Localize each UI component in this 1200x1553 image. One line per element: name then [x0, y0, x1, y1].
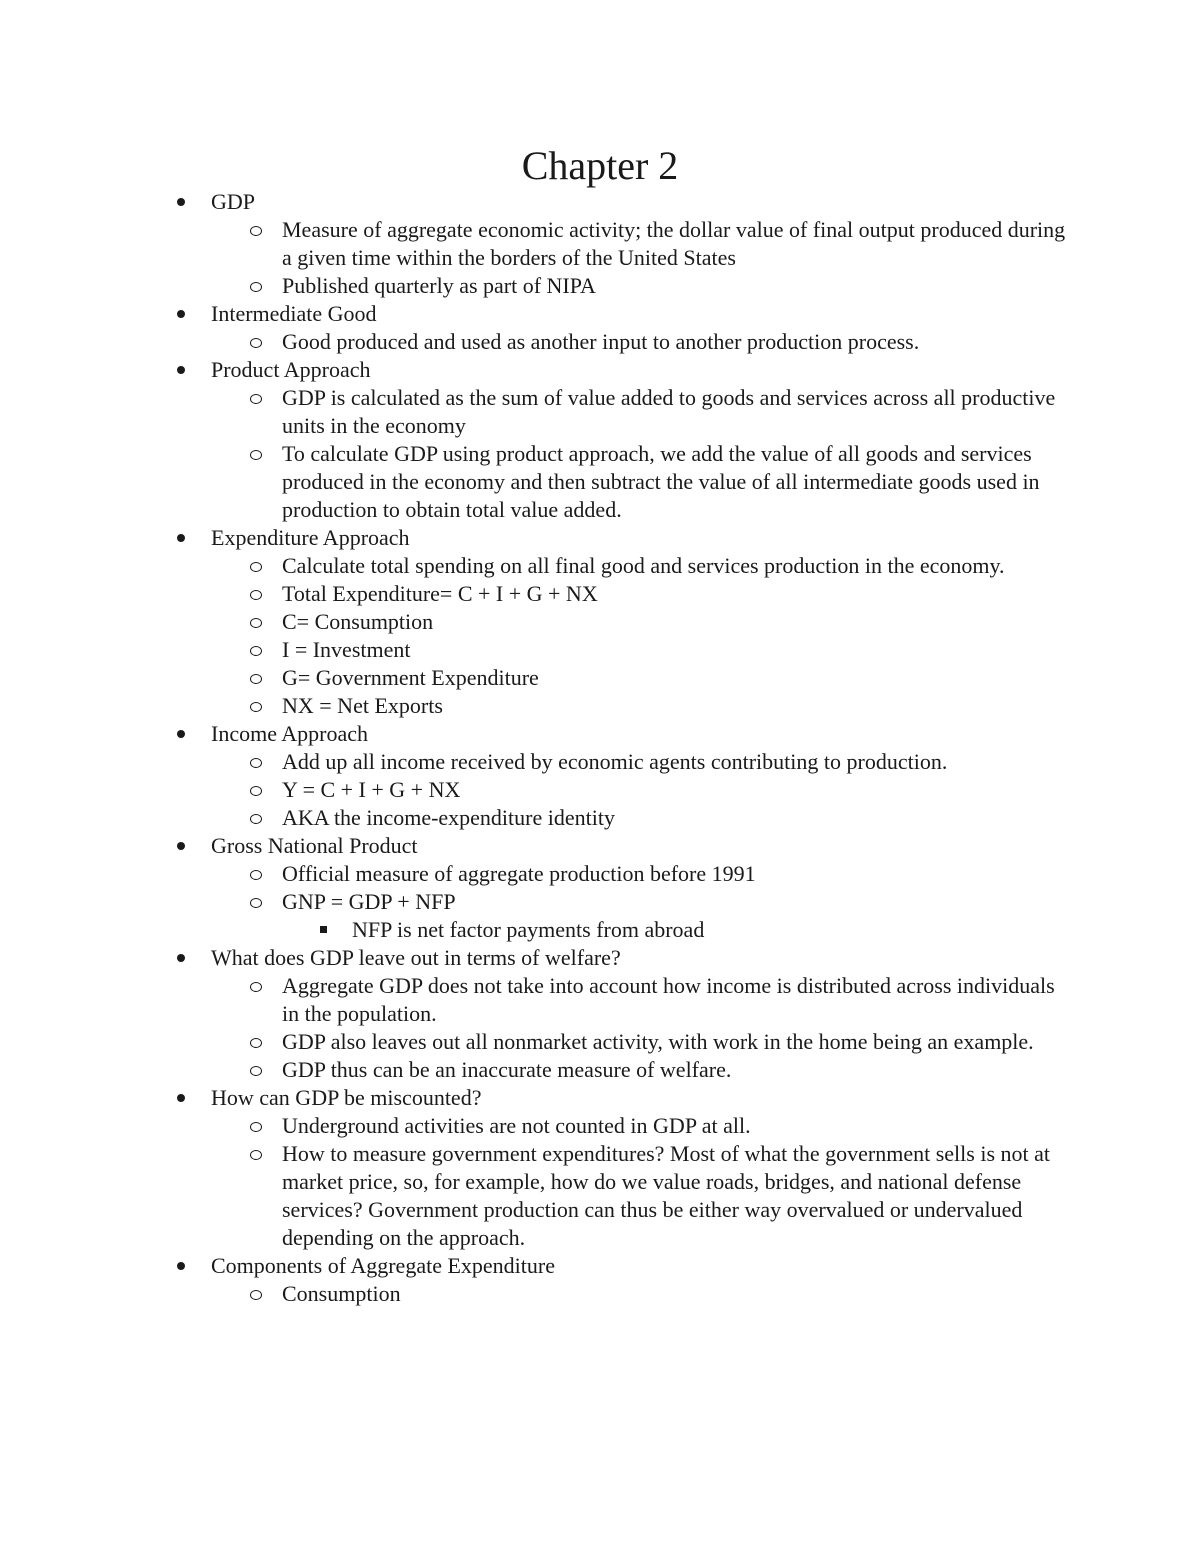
outline-item-level-2	[0, 608, 1072, 636]
outline-item-text: Gross National Product	[211, 833, 418, 858]
bullet-square-icon	[313, 916, 333, 944]
bullet-circle-icon	[246, 1056, 266, 1084]
bullet-circle-icon	[246, 692, 266, 720]
outline-item-level-1	[0, 944, 1071, 972]
outline-item-text: Product Approach	[211, 357, 371, 382]
outline-item-level-3	[0, 916, 1072, 944]
bullet-dot-icon	[171, 720, 191, 748]
bullet-dot-icon	[171, 188, 191, 216]
bullet-circle-icon	[246, 384, 266, 412]
outline-item-text: GNP = GDP + NFP	[282, 889, 456, 914]
outline-item-text: NX = Net Exports	[282, 693, 443, 718]
outline-item-text: Calculate total spending on all final good and services production in the economy.	[282, 553, 1005, 578]
bullet-dot-icon	[171, 944, 191, 972]
outline-item-text: Add up all income received by economic agents contributing to production.	[282, 749, 948, 774]
bullet-circle-icon	[246, 272, 266, 300]
outline-item-level-2	[0, 1112, 1072, 1140]
bullet-circle-icon	[246, 888, 266, 916]
bullet-dot-icon	[171, 300, 191, 328]
outline-item-level-2	[0, 440, 1072, 524]
outline-item-level-2	[0, 384, 1072, 440]
bullet-circle-icon	[246, 608, 266, 636]
outline-item-text: Components of Aggregate Expenditure	[211, 1253, 555, 1278]
outline-item-text: Consumption	[282, 1281, 401, 1306]
outline-item-text: How can GDP be miscounted?	[211, 1085, 482, 1110]
outline-item-level-2	[0, 552, 1072, 580]
bullet-dot-icon	[171, 524, 191, 552]
outline-item-text: Aggregate GDP does not take into account how income is distributed across individuals in the population.	[282, 973, 1055, 1026]
outline-list	[0, 188, 1200, 1308]
bullet-circle-icon	[246, 748, 266, 776]
page-title: Chapter 2	[521, 143, 679, 188]
outline-item-level-2	[0, 860, 1072, 888]
outline-item-level-2	[0, 776, 1072, 804]
bullet-circle-icon	[246, 1280, 266, 1308]
outline-item-level-2	[0, 1056, 1072, 1084]
outline-item-text: NFP is net factor payments from abroad	[352, 917, 705, 942]
outline-item-level-1	[0, 832, 1071, 860]
outline-item-text: C= Consumption	[282, 609, 434, 634]
bullet-circle-icon	[246, 552, 266, 580]
outline-item-text: Intermediate Good	[211, 301, 377, 326]
outline-item-text: G= Government Expenditure	[282, 665, 539, 690]
outline-item-level-2	[0, 1140, 1072, 1252]
outline-item-text: Official measure of aggregate production before 1991	[282, 861, 756, 886]
bullet-dot-icon	[171, 356, 191, 384]
outline-item-level-2	[0, 664, 1072, 692]
bullet-dot-icon	[171, 1084, 191, 1112]
outline-item-level-2	[0, 328, 1072, 356]
outline-item-level-2	[0, 272, 1072, 300]
outline-item-level-1	[0, 1252, 1071, 1280]
outline-item-text: Good produced and used as another input to another production process.	[282, 329, 920, 354]
outline-item-text: I = Investment	[282, 637, 411, 662]
outline-item-level-2	[0, 216, 1072, 272]
bullet-circle-icon	[246, 216, 266, 244]
bullet-circle-icon	[246, 1112, 266, 1140]
outline-item-text: Income Approach	[211, 721, 368, 746]
outline-item-text: AKA the income-expenditure identity	[282, 805, 615, 830]
outline-item-text: GDP is calculated as the sum of value added to goods and services across all productive units in the economy	[282, 385, 1056, 438]
outline-item-level-1	[0, 300, 1071, 328]
outline-item-text: Y = C + I + G + NX	[282, 777, 461, 802]
outline-item-text: What does GDP leave out in terms of welfare?	[211, 945, 621, 970]
bullet-circle-icon	[246, 804, 266, 832]
outline-item-level-2	[0, 692, 1072, 720]
outline-item-level-2	[0, 748, 1072, 776]
outline-item-level-2	[0, 804, 1072, 832]
outline-item-text: Underground activities are not counted in GDP at all.	[282, 1113, 751, 1138]
outline-item-text: GDP thus can be an inaccurate measure of welfare.	[282, 1057, 732, 1082]
outline-item-text: Measure of aggregate economic activity; the dollar value of final output produced during a given time within the borders of the United States	[282, 217, 1066, 270]
bullet-circle-icon	[246, 1028, 266, 1056]
bullet-circle-icon	[246, 776, 266, 804]
outline-item-level-1	[0, 1084, 1071, 1112]
outline-item-level-2	[0, 580, 1072, 608]
outline-item-text: To calculate GDP using product approach, we add the value of all goods and services produced in the economy and then subtract the value of all intermediate goods used in production to obtain total value added.	[282, 441, 1040, 522]
outline-item-level-1	[0, 720, 1071, 748]
bullet-dot-icon	[171, 1252, 191, 1280]
outline-item-text: Total Expenditure= C + I + G + NX	[282, 581, 598, 606]
bullet-circle-icon	[246, 1140, 266, 1168]
outline-item-level-2	[0, 636, 1072, 664]
outline-item-level-1	[0, 524, 1071, 552]
outline-item-text: How to measure government expenditures? Most of what the government sells is not at market price, so, for example, how do we value roads, bridges, and national defense services? Government production can thus be either way overvalued or undervalued depending on the approach.	[282, 1141, 1050, 1250]
outline-item-level-1	[0, 356, 1071, 384]
outline-item-text: GDP also leaves out all nonmarket activity, with work in the home being an example.	[282, 1029, 1034, 1054]
outline-item-text: GDP	[211, 189, 256, 214]
outline-item-level-2	[0, 972, 1072, 1028]
bullet-circle-icon	[246, 636, 266, 664]
bullet-circle-icon	[246, 860, 266, 888]
bullet-circle-icon	[246, 972, 266, 1000]
bullet-circle-icon	[246, 440, 266, 468]
outline-item-text: Published quarterly as part of NIPA	[282, 273, 596, 298]
bullet-dot-icon	[171, 832, 191, 860]
outline-item-level-2	[0, 1028, 1072, 1056]
bullet-circle-icon	[246, 328, 266, 356]
outline-item-level-1	[0, 188, 1071, 216]
bullet-circle-icon	[246, 580, 266, 608]
outline-item-text: Expenditure Approach	[211, 525, 410, 550]
outline-item-level-2	[0, 1280, 1072, 1308]
bullet-circle-icon	[246, 664, 266, 692]
outline-item-level-2	[0, 888, 1072, 916]
